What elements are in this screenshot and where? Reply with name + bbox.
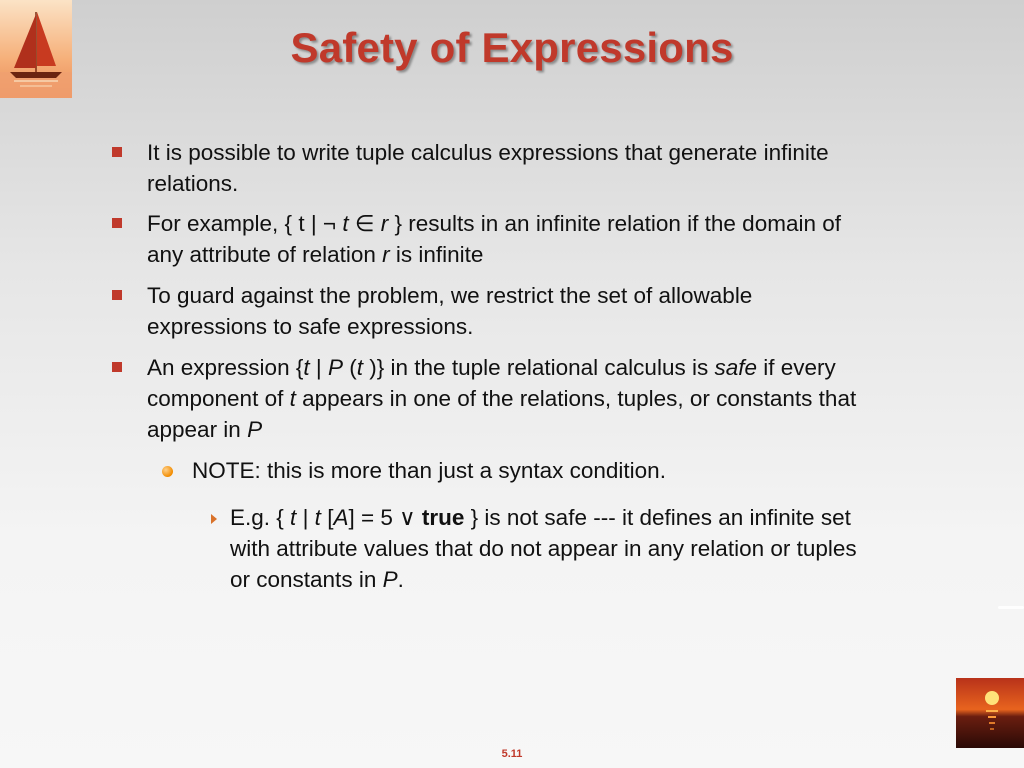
sub-sub-bullet-line-1: E.g. { t | t [A] = 5 ∨ true } is not safe --- it defines an infinite set	[230, 505, 851, 530]
bullet-3-line-2: expressions to safe expressions.	[147, 314, 474, 339]
sub-sub-bullet	[230, 502, 857, 595]
bullet-3	[147, 280, 752, 342]
sub-sub-bullet-line-2: with attribute values that do not appear in any relation or tuples	[230, 536, 857, 561]
bullet-2-line-2: any attribute of relation r is infinite	[147, 242, 484, 267]
square-bullet-icon	[112, 147, 122, 157]
square-bullet-icon	[112, 290, 122, 300]
slide-title: Safety of Expressions	[290, 24, 734, 71]
bullet-4	[147, 352, 856, 445]
bullet-3-line-1: To guard against the problem, we restrict the set of allowable	[147, 283, 753, 308]
sub-bullet-text: NOTE: this is more than just a syntax condition.	[192, 458, 666, 483]
bullet-4-line-1: An expression {t | P (t )} in the tuple relational calculus is safe if every	[147, 355, 836, 380]
page-number: 5.11	[501, 748, 523, 760]
arrow-bullet-icon	[211, 514, 217, 524]
bullet-1-line-1: It is possible to write tuple calculus expressions that generate infinite	[147, 140, 829, 165]
sub-sub-bullet-line-3: or constants in P.	[230, 567, 404, 592]
bullet-4-line-2: component of t appears in one of the relations, tuples, or constants that	[147, 386, 857, 411]
bullet-1-line-2: relations.	[147, 171, 239, 196]
bullet-4-line-3: appear in P	[147, 417, 263, 442]
circle-bullet-icon	[162, 466, 173, 477]
sub-bullet	[192, 455, 666, 486]
bullet-1	[147, 137, 829, 199]
bullet-2	[147, 208, 841, 270]
square-bullet-icon	[112, 218, 122, 228]
bullet-2-line-1: For example, { t | ¬ t ∈ r } results in an infinite relation if the domain of	[147, 211, 841, 236]
square-bullet-icon	[112, 362, 122, 372]
